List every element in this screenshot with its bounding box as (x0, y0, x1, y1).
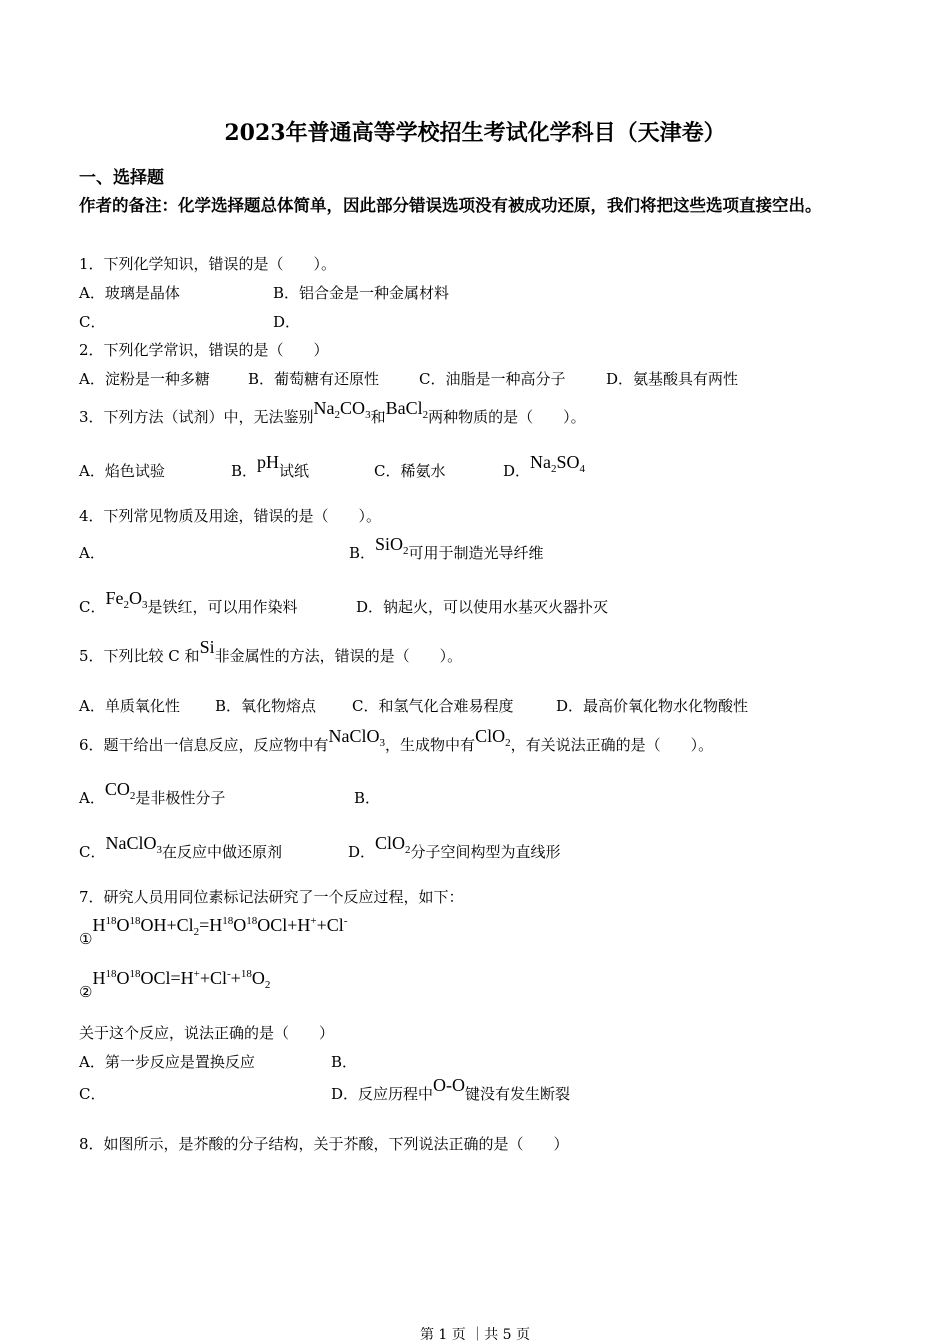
q6-option-a (79, 779, 226, 810)
q3-stem-text-a: 3．下列方法（试剂）中，无法鉴别 (79, 408, 314, 426)
q4-stem: 4．下列常见物质及用途，错误的是（ ）。 (79, 507, 382, 525)
q6-option-a-label: A． (79, 789, 105, 807)
q7-question: 关于这个反应，说法正确的是（ ） (79, 1024, 335, 1042)
q5-stem (79, 637, 463, 666)
formula-sio2: SiO$_2$ (375, 534, 409, 557)
q3-stem (79, 398, 586, 429)
q3-option-b-text: 试纸 (279, 462, 310, 480)
q6-option-a-text: 是非极性分子 (135, 789, 226, 807)
q7-option-b: B． (331, 1053, 358, 1071)
q6-option-d (348, 833, 561, 864)
q3-stem-text-mid: 和 (370, 408, 386, 426)
q4-option-a: A． (79, 544, 105, 562)
q6-option-c-text: 在反应中做还原剂 (161, 843, 282, 861)
q6-option-c-label: C． (79, 843, 106, 861)
formula-si: Si (199, 637, 215, 657)
formula-naclo3: NaClO$_3$ (328, 726, 386, 749)
q3-option-b (231, 452, 310, 481)
q4-option-c-label: C． (79, 598, 106, 616)
q4-option-c-text: 是铁红，可以用作染料 (147, 598, 298, 616)
q7-option-d-text: 键没有发生断裂 (465, 1085, 571, 1103)
formula-naclo3-option: NaClO$_3$ (105, 833, 162, 856)
formula-fe2o3: $Fe_2O_3$ (105, 588, 148, 611)
q4-option-b (349, 534, 544, 565)
q1-option-b: B．铝合金是一种金属材料 (273, 284, 450, 302)
q3-option-c: C．稀氨水 (374, 462, 446, 480)
q6-stem-text-b: ，生成物中有 (385, 736, 476, 754)
q3-option-d (503, 452, 586, 483)
q7-reaction-2 (79, 968, 271, 1001)
formula-clo2-option: ClO$_2$ (375, 833, 411, 856)
page-title: 2023年普通高等学校招生考试化学科目（天津卷） (224, 120, 726, 146)
q4-option-c (79, 588, 298, 619)
q5-stem-text-a: 5．下列比较 C 和 (79, 647, 200, 665)
formula-o-o-bond: O-O (433, 1075, 466, 1095)
page-footer: 第 1 页 ｜共 5 页 (419, 1327, 531, 1343)
q6-option-b: B． (354, 789, 381, 807)
q2-stem: 2．下列化学常识，错误的是（ ） (79, 341, 329, 359)
q6-option-d-text: 分子空间构型为直线形 (410, 843, 561, 861)
q2-option-c: C．油脂是一种高分子 (419, 370, 566, 388)
q5-option-d: D．最高价氧化物水化物酸性 (556, 697, 749, 715)
section-heading: 一、选择题 (79, 168, 164, 188)
q7-option-d (331, 1075, 571, 1104)
q7-stem: 7．研究人员用同位素标记法研究了一个反应过程，如下： (79, 888, 464, 906)
q7-reaction-1 (79, 915, 348, 948)
step-1-label: ① (79, 930, 93, 948)
formula-ph: pH (257, 452, 280, 472)
formula-bacl2: BaCl$_2$ (385, 398, 429, 421)
q4-option-d: D．钠起火，可以使用水基灭火器扑灭 (356, 598, 609, 616)
q3-stem-text-b: 两种物质的是（ ）。 (428, 408, 586, 426)
formula-na2co3: $Na_2CO_3$ (313, 398, 371, 421)
q1-stem: 1．下列化学知识，错误的是（ ）。 (79, 255, 337, 273)
author-note: 作者的备注：化学选择题总体简单，因此部分错误选项没有被成功还原，我们将把这些选项直接空出。 (79, 196, 822, 215)
q6-option-c (79, 833, 282, 864)
q5-option-a: A．单质氧化性 (79, 697, 180, 715)
formula-co2: $CO_2$ (104, 779, 136, 802)
reaction-equation-2: $H^{18}O^{18}OCl=H^++Cl^-+^{18}O_2$ (92, 968, 271, 991)
q7-option-a: A．第一步反应是置换反应 (79, 1053, 255, 1071)
q5-option-b: B．氧化物熔点 (215, 697, 317, 715)
q2-option-d: D．氨基酸具有两性 (606, 370, 739, 388)
q2-option-a: A．淀粉是一种多糖 (79, 370, 210, 388)
step-2-label: ② (79, 983, 93, 1001)
q2-option-b: B．葡萄糖有还原性 (248, 370, 380, 388)
q7-option-c: C． (79, 1085, 106, 1103)
q3-option-a: A．焰色试验 (79, 462, 165, 480)
q6-stem (79, 726, 714, 757)
q6-stem-text-a: 6．题干给出一信息反应，反应物中有 (79, 736, 329, 754)
q5-option-c: C．和氢气化合难易程度 (352, 697, 514, 715)
q1-option-a: A．玻璃是晶体 (79, 284, 180, 302)
reaction-equation-1: $H^{18}O^{18}OH+Cl_2=H^{18}O^{18}OCl+H^++Cl^-$ (92, 915, 348, 938)
formula-clo2: ClO$_2$ (475, 726, 511, 749)
formula-na2so4: $Na_2SO_4$ (530, 452, 586, 475)
q5-stem-text-b: 非金属性的方法，错误的是（ ）。 (214, 647, 463, 665)
q8-stem: 8．如图所示，是芥酸的分子结构，关于芥酸，下列说法正确的是（ ） (79, 1135, 569, 1153)
q4-option-b-text: 可用于制造光导纤维 (408, 544, 544, 562)
q3-option-d-label: D． (503, 462, 531, 480)
q4-option-b-label: B． (349, 544, 376, 562)
q6-option-d-label: D． (348, 843, 376, 861)
q7-option-d-label: D．反应历程中 (331, 1085, 434, 1103)
q1-option-c: C． (79, 313, 106, 331)
q1-option-d: D． (273, 313, 301, 331)
q6-stem-text-c: ，有关说法正确的是（ ）。 (510, 736, 714, 754)
q3-option-b-label: B． (231, 462, 258, 480)
